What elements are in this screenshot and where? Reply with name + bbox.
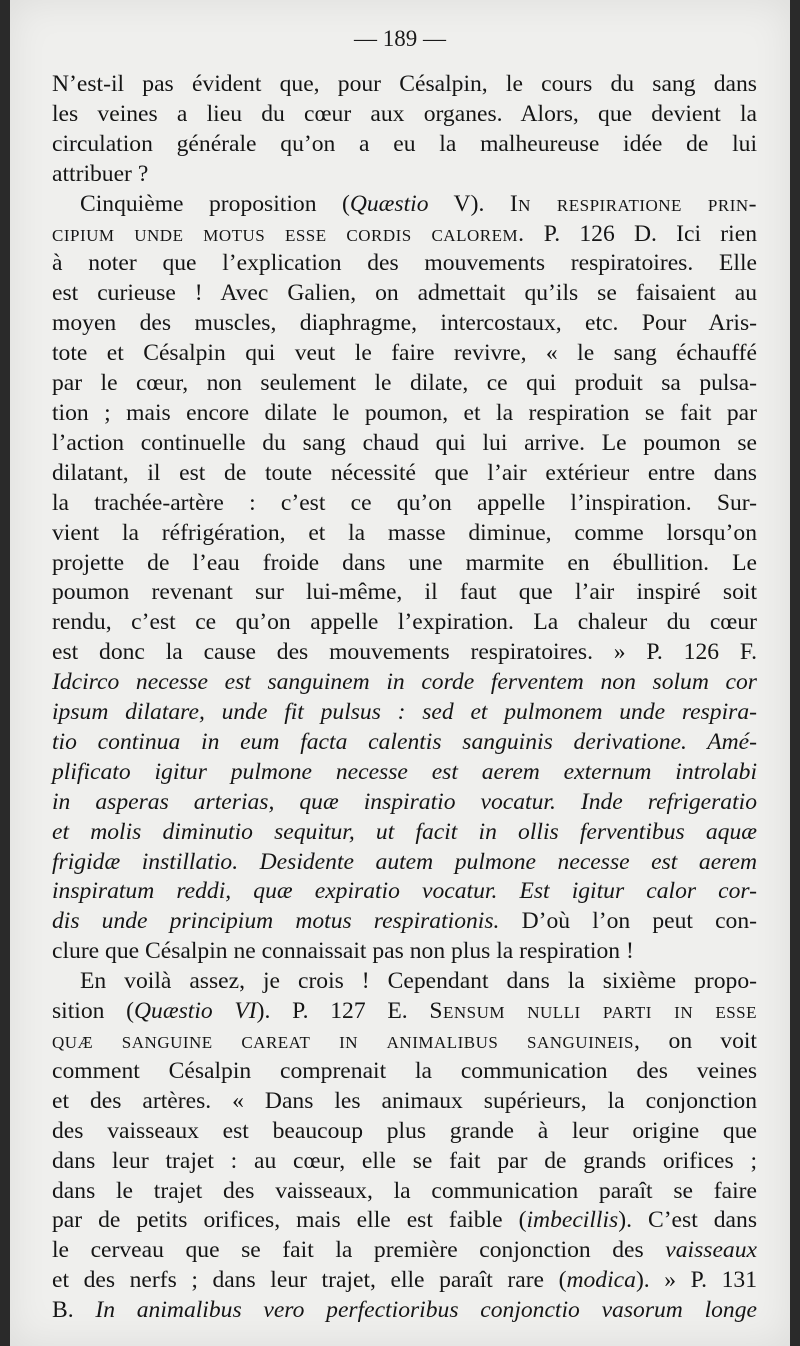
text-line: l’action continuelle du sang chaud qui lui arrive. Le poumon se <box>52 429 757 456</box>
text-line: cipium unde motus esse cordis calorem. P. 126 D. Ici rien <box>52 220 757 247</box>
text-line: est curieuse ! Avec Galien, on admettait qu’ils se faisaient au <box>52 280 757 307</box>
text-line: clure que Césalpin ne connaissait pas non plus la respiration ! <box>52 938 634 965</box>
page-number: — 189 — <box>354 26 446 51</box>
text-line: sition (Quæstio VI). P. 127 E. Sensum nulli parti in esse <box>52 998 757 1025</box>
latin-quote-line: et molis diminutio sequitur, ut facit in ollis ferventibus aquæ <box>52 818 757 845</box>
text-line: dans le trajet des vaisseaux, la communication paraît se faire <box>52 1177 757 1204</box>
text-line: dilatant, il est de toute nécessité que l’air extérieur entre dans <box>52 459 757 486</box>
text-line: par de petits orifices, mais elle est faible (imbecillis). C’est dans <box>52 1207 758 1234</box>
text-line: En voilà assez, je crois ! Cependant dans la sixième propo- <box>80 968 757 995</box>
text-line: dans leur trajet : au cœur, elle se fait par de grands orifices ; <box>52 1147 757 1174</box>
text-line: attribuer ? <box>52 160 149 187</box>
text-line: dis unde principium motus respirationis. D’où l’on peut con- <box>52 908 757 935</box>
text-line: rendu, c’est ce qu’on appelle l’expiration. La chaleur du cœur <box>52 609 757 636</box>
text-line: est donc la cause des mouvements respiratoires. » P. 126 F. <box>52 639 757 666</box>
latin-quote-line: frigidæ instillatio. Desidente autem pulmone necesse est aerem <box>52 848 757 875</box>
book-page <box>10 0 790 1346</box>
text-line: quæ sanguine careat in animalibus sanguineis, on voit <box>52 1028 757 1054</box>
text-line: des vaisseaux est beaucoup plus grande à leur origine que <box>52 1117 757 1144</box>
text-line: poumon revenant sur lui-même, il faut que l’air inspiré soit <box>52 579 757 606</box>
text-line: B. In animalibus vero perfectioribus conjonctio vasorum longe <box>52 1297 757 1324</box>
text-line: circulation générale qu’on a eu la malheureuse idée de lui <box>52 130 757 157</box>
latin-quote-line: inspiratum reddi, quæ expiratio vocatur. Est igitur calor cor- <box>52 878 757 905</box>
text-line: N’est-il pas évident que, pour Césalpin, le cours du sang dans <box>52 71 757 97</box>
text-line: moyen des muscles, diaphragme, intercostaux, etc. Pour Aris- <box>52 310 757 337</box>
text-line: les veines a lieu du cœur aux organes. Alors, que devient la <box>52 100 757 127</box>
body-text <box>52 70 757 1326</box>
text-line: par le cœur, non seulement le dilate, ce qui produit sa pulsa- <box>52 370 757 397</box>
latin-quote-line: tio continua in eum facta calentis sanguinis derivatione. Amé- <box>52 728 757 755</box>
latin-quote-line: ipsum dilatare, unde fit pulsus : sed et pulmonem unde respira- <box>52 699 757 726</box>
text-line: tion ; mais encore dilate le poumon, et la respiration se fait par <box>52 399 757 426</box>
text-line: vient la réfrigération, et la masse diminue, comme lorsqu’on <box>52 519 757 546</box>
text-line: à noter que l’explication des mouvements respiratoires. Elle <box>52 250 757 277</box>
text-line: Cinquième proposition (Quæstio V). In respiratione prin- <box>80 190 757 217</box>
text-line: comment Césalpin comprenait la communication des veines <box>52 1057 757 1084</box>
text-line: la trachée-artère : c’est ce qu’on appelle l’inspiration. Sur- <box>52 489 757 516</box>
text-line: projette de l’eau froide dans une marmite en ébullition. Le <box>52 549 757 576</box>
latin-quote-line: Idcirco necesse est sanguinem in corde ferventem non solum cor <box>52 669 757 696</box>
text-line: le cerveau que se fait la première conjonction des vaisseaux <box>52 1237 757 1264</box>
latin-quote-line: in asperas arterias, quæ inspiratio vocatur. Inde refrigeratio <box>52 788 757 815</box>
text-line: tote et Césalpin qui veut le faire revivre, « le sang échauffé <box>52 340 757 367</box>
text-line: et des nerfs ; dans leur trajet, elle paraît rare (modica). » P. 131 <box>52 1267 757 1294</box>
text-line: et des artères. « Dans les animaux supérieurs, la conjonction <box>52 1087 757 1114</box>
latin-quote-line: plificato igitur pulmone necesse est aerem externum introlabi <box>52 758 757 785</box>
